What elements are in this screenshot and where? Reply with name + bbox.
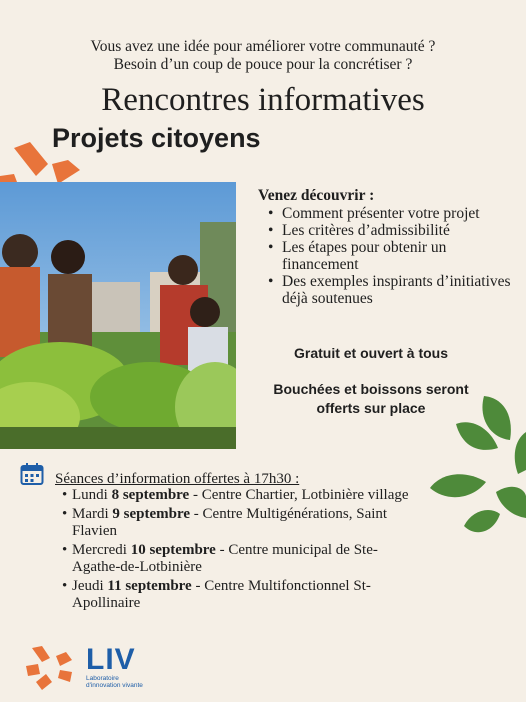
intro-text xyxy=(0,38,526,74)
session-date: 11 septembre xyxy=(107,578,192,594)
page-title: Rencontres informatives xyxy=(101,82,425,118)
session-day: Mercredi xyxy=(72,542,127,558)
free-text: Gratuit et ouvert à tous xyxy=(293,345,449,361)
liv-subtitle-line-1: Laboratoire xyxy=(86,675,119,682)
sessions-list xyxy=(62,487,422,614)
liv-subtitle-line-2: d'innovation vivante xyxy=(86,682,143,689)
list-item: • Les étapes pour obtenir un financement xyxy=(268,239,518,273)
food-text: Bouchées et boissons seront offerts sur place xyxy=(273,381,469,416)
intro-line-1: Vous avez une idée pour améliorer votre communauté ? xyxy=(90,38,436,55)
liv-logo-text: LIV xyxy=(86,643,136,676)
calendar-icon xyxy=(20,462,44,486)
list-item: • Des exemples inspirants d’initiatives déjà soutenues xyxy=(268,273,518,307)
session-place: Centre Chartier, Lotbinière village xyxy=(201,487,409,503)
list-item: • Lundi 8 septembre - Centre Chartier, Lotbinière village xyxy=(62,487,422,504)
gardening-photo xyxy=(0,182,236,449)
session-place: Centre municipal de Ste-Agathe-de-Lotbinière xyxy=(72,542,378,575)
discover-heading: Venez découvrir : xyxy=(258,187,375,204)
intro-line-2: Besoin d’un coup de pouce pour la concrétiser ? xyxy=(113,56,413,73)
list-item: • Mardi 9 septembre - Centre Multigénérations, Saint Flavien xyxy=(62,506,422,540)
liv-logo-icon xyxy=(26,644,76,692)
session-date: 9 septembre xyxy=(112,506,191,522)
page-subtitle: Projets citoyens xyxy=(52,123,261,153)
leaves-decoration xyxy=(426,388,526,553)
session-place: Centre Multigénérations, Saint Flavien xyxy=(72,506,388,539)
session-place: Centre Multifonctionnel St-Apollinaire xyxy=(72,578,371,611)
liv-logo-subtitle xyxy=(86,675,156,689)
list-item: • Comment présenter votre projet xyxy=(268,205,518,222)
list-item: • Jeudi 11 septembre - Centre Multifonctionnel St-Apollinaire xyxy=(62,578,422,612)
session-day: Lundi xyxy=(72,487,108,503)
session-day: Mardi xyxy=(72,506,109,522)
session-date: 10 septembre xyxy=(130,542,216,558)
list-item: • Mercredi 10 septembre - Centre municipal de Ste-Agathe-de-Lotbinière xyxy=(62,542,422,576)
session-day: Jeudi xyxy=(72,578,104,594)
discover-list xyxy=(268,205,518,307)
sessions-heading: Séances d’information offertes à 17h30 : xyxy=(55,471,300,487)
session-date: 8 septembre xyxy=(111,487,190,503)
list-item: • Les critères d’admissibilité xyxy=(268,222,518,239)
